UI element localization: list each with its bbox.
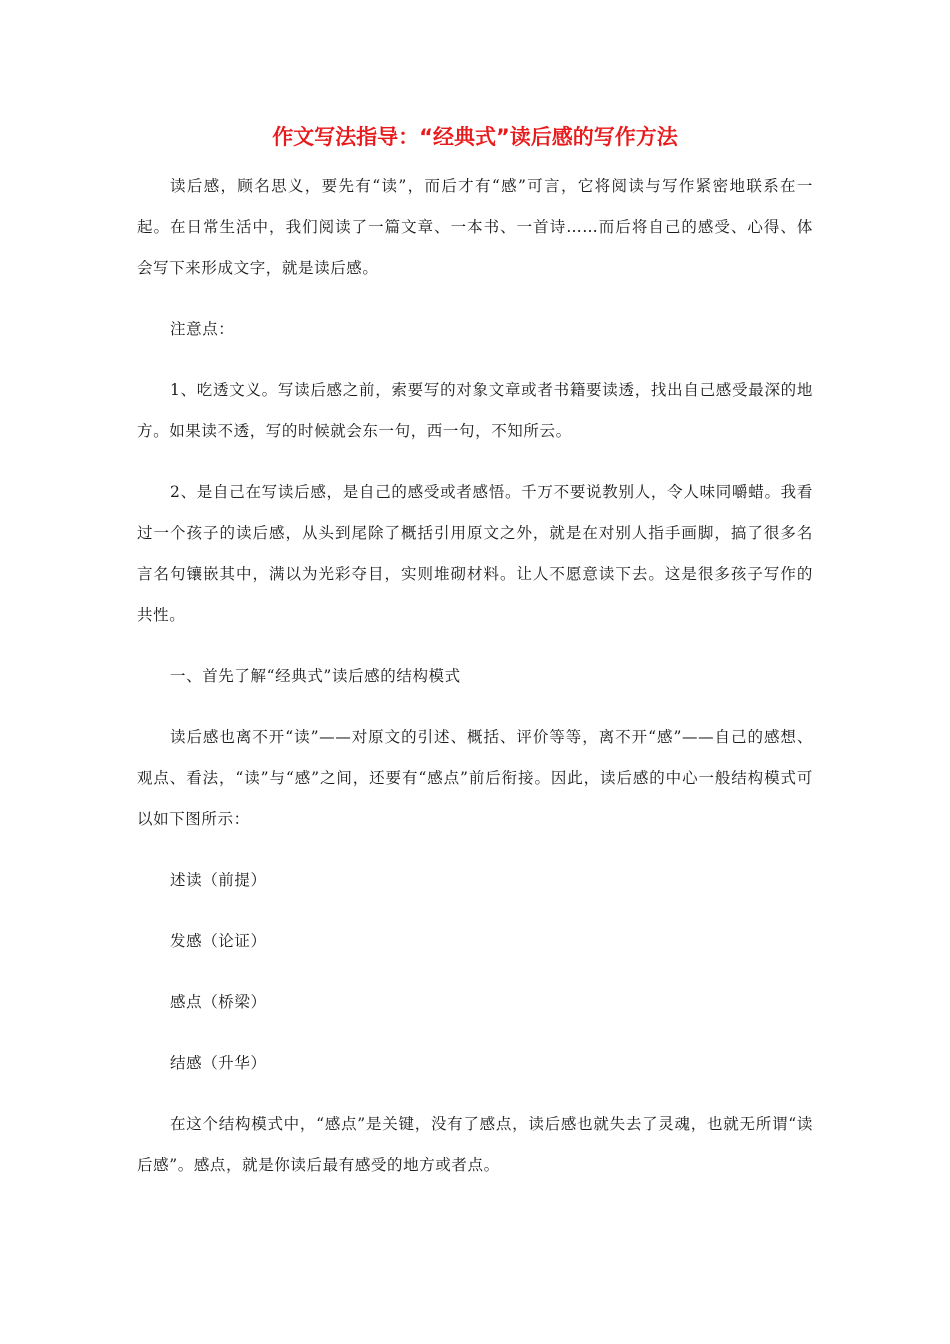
structure-item-3: 感点（桥梁）	[170, 993, 267, 1011]
section-heading: 一、首先了解“经典式”读后感的结构模式	[170, 667, 461, 685]
intro-paragraph: 读后感，顾名思义，要先有“读”，而后才有“感”可言，它将阅读与写作紧密地联系在一起。在日常生活中，我们阅读了一篇文章、一本书、一首诗……而后将自己的感受、心得、体会写下来形成文字，就是读后感。	[137, 177, 813, 277]
document-title: 作文写法指导：“经典式”读后感的写作方法	[272, 125, 678, 149]
section-body-paragraph: 读后感也离不开“读”——对原文的引述、概括、评价等等，离不开“感”——自己的感想、观点、看法，“读”与“感”之间，还要有“感点”前后衔接。因此，读后感的中心一般结构模式可以如下图所示：	[137, 728, 813, 828]
note-paragraph-2: 2、是自己在写读后感，是自己的感受或者感悟。千万不要说教别人，令人味同嚼蜡。我看过一个孩子的读后感，从头到尾除了概括引用原文之外，就是在对别人指手画脚，搞了很多名言名句镶嵌其中，满以为光彩夺目，实则堆砌材料。让人不愿意读下去。这是很多孩子写作的共性。	[137, 483, 813, 624]
structure-item-1: 述读（前提）	[170, 871, 267, 889]
structure-item-4: 结感（升华）	[170, 1054, 267, 1072]
closing-paragraph: 在这个结构模式中，“感点”是关键，没有了感点，读后感也就失去了灵魂，也就无所谓“读后感”。感点，就是你读后最有感受的地方或者点。	[137, 1115, 813, 1174]
structure-item-2: 发感（论证）	[170, 932, 267, 950]
notes-heading: 注意点：	[170, 320, 235, 338]
note-paragraph-1: 1、吃透文义。写读后感之前，索要写的对象文章或者书籍要读透，找出自己感受最深的地方。如果读不透，写的时候就会东一句，西一句，不知所云。	[137, 381, 813, 440]
